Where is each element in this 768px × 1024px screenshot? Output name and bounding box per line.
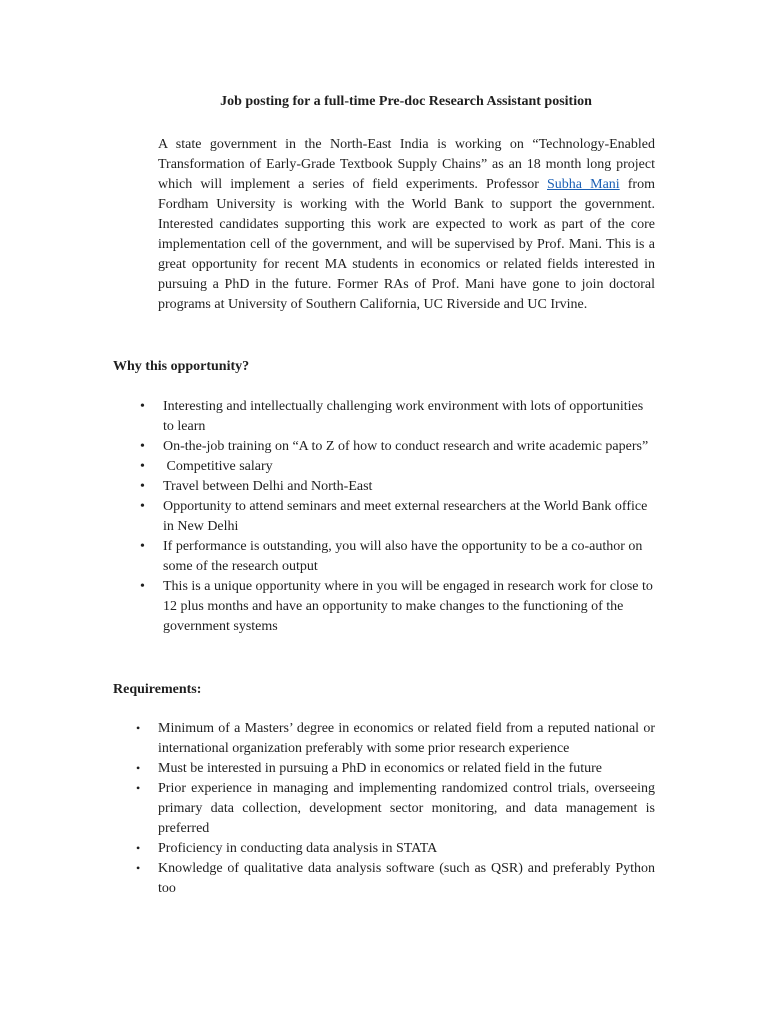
bullet-icon: •: [136, 841, 141, 855]
list-item: [136, 839, 655, 859]
list-item: [140, 397, 653, 437]
why-heading: Why this opportunity?: [113, 359, 250, 374]
list-item: [136, 859, 655, 899]
list-item: [140, 457, 653, 477]
list-item-text: Opportunity to attend seminars and meet external researchers at the World Bank office in New Delhi: [163, 499, 648, 534]
list-item-text: Prior experience in managing and implementing randomized control trials, overseeing primary data collection, development sector monitoring, and data management is preferred: [158, 781, 655, 836]
list-item-text: Competitive salary: [163, 459, 273, 474]
bullet-icon: •: [140, 499, 145, 514]
subha-mani-link[interactable]: Subha Mani: [547, 177, 620, 192]
why-list: [140, 397, 653, 637]
requirements-heading: Requirements:: [113, 682, 202, 697]
bullet-icon: •: [136, 761, 141, 775]
list-item: [140, 437, 653, 457]
intro-text-end: from Fordham University is working with the World Bank to support the government. Interested candidates supporting this work are expected to work as part of the core implementation cell of the government, and will be supervised by Prof. Mani. This is a great opportunity for recent MA students in economics or related fields interested in pursuing a PhD in the future. Former RAs of Prof. Mani have gone to join doctoral programs at University of Southern California, UC Riverside and UC Irvine.: [158, 177, 655, 312]
requirements-list: [136, 719, 655, 899]
bullet-icon: •: [140, 439, 145, 454]
bullet-icon: •: [140, 479, 145, 494]
list-item: [140, 477, 653, 497]
list-item-text: Must be interested in pursuing a PhD in economics or related field in the future: [158, 761, 603, 776]
list-item-text: If performance is outstanding, you will also have the opportunity to be a co-author on some of the research output: [163, 539, 643, 574]
bullet-icon: •: [140, 539, 145, 554]
list-item-text: Interesting and intellectually challenging work environment with lots of opportunities to learn: [163, 399, 644, 434]
list-item-text: Knowledge of qualitative data analysis software (such as QSR) and preferably Python too: [158, 861, 655, 896]
bullet-icon: •: [140, 459, 145, 474]
bullet-icon: •: [140, 399, 145, 414]
list-item-text: Proficiency in conducting data analysis in STATA: [158, 841, 438, 856]
list-item-text: Travel between Delhi and North-East: [163, 479, 373, 494]
page-title: Job posting for a full-time Pre-doc Research Assistant position: [220, 94, 592, 109]
list-item-text: This is a unique opportunity where in you will be engaged in research work for close to 12 plus months and have an opportunity to make changes to the functioning of the government systems: [163, 579, 653, 634]
list-item: [140, 577, 653, 637]
list-item: [140, 537, 653, 577]
list-item: [136, 719, 655, 759]
bullet-icon: •: [140, 579, 145, 594]
list-item-text: Minimum of a Masters’ degree in economics or related field from a reputed national or international organization preferably with some prior research experience: [158, 721, 655, 756]
list-item-text: On-the-job training on “A to Z of how to conduct research and write academic papers”: [163, 439, 649, 454]
intro-text-start: A state government in the North-East India is working on “Technology-Enabled Transformation of Early-Grade Textbook Supply Chains” as an 18 month long project which will implement a series of field experiments. Professor: [158, 137, 655, 192]
bullet-icon: •: [136, 861, 141, 875]
bullet-icon: •: [136, 721, 141, 735]
list-item: [136, 759, 655, 779]
intro-paragraph: [158, 135, 655, 315]
bullet-icon: •: [136, 781, 141, 795]
list-item: [136, 779, 655, 839]
list-item: [140, 497, 653, 537]
